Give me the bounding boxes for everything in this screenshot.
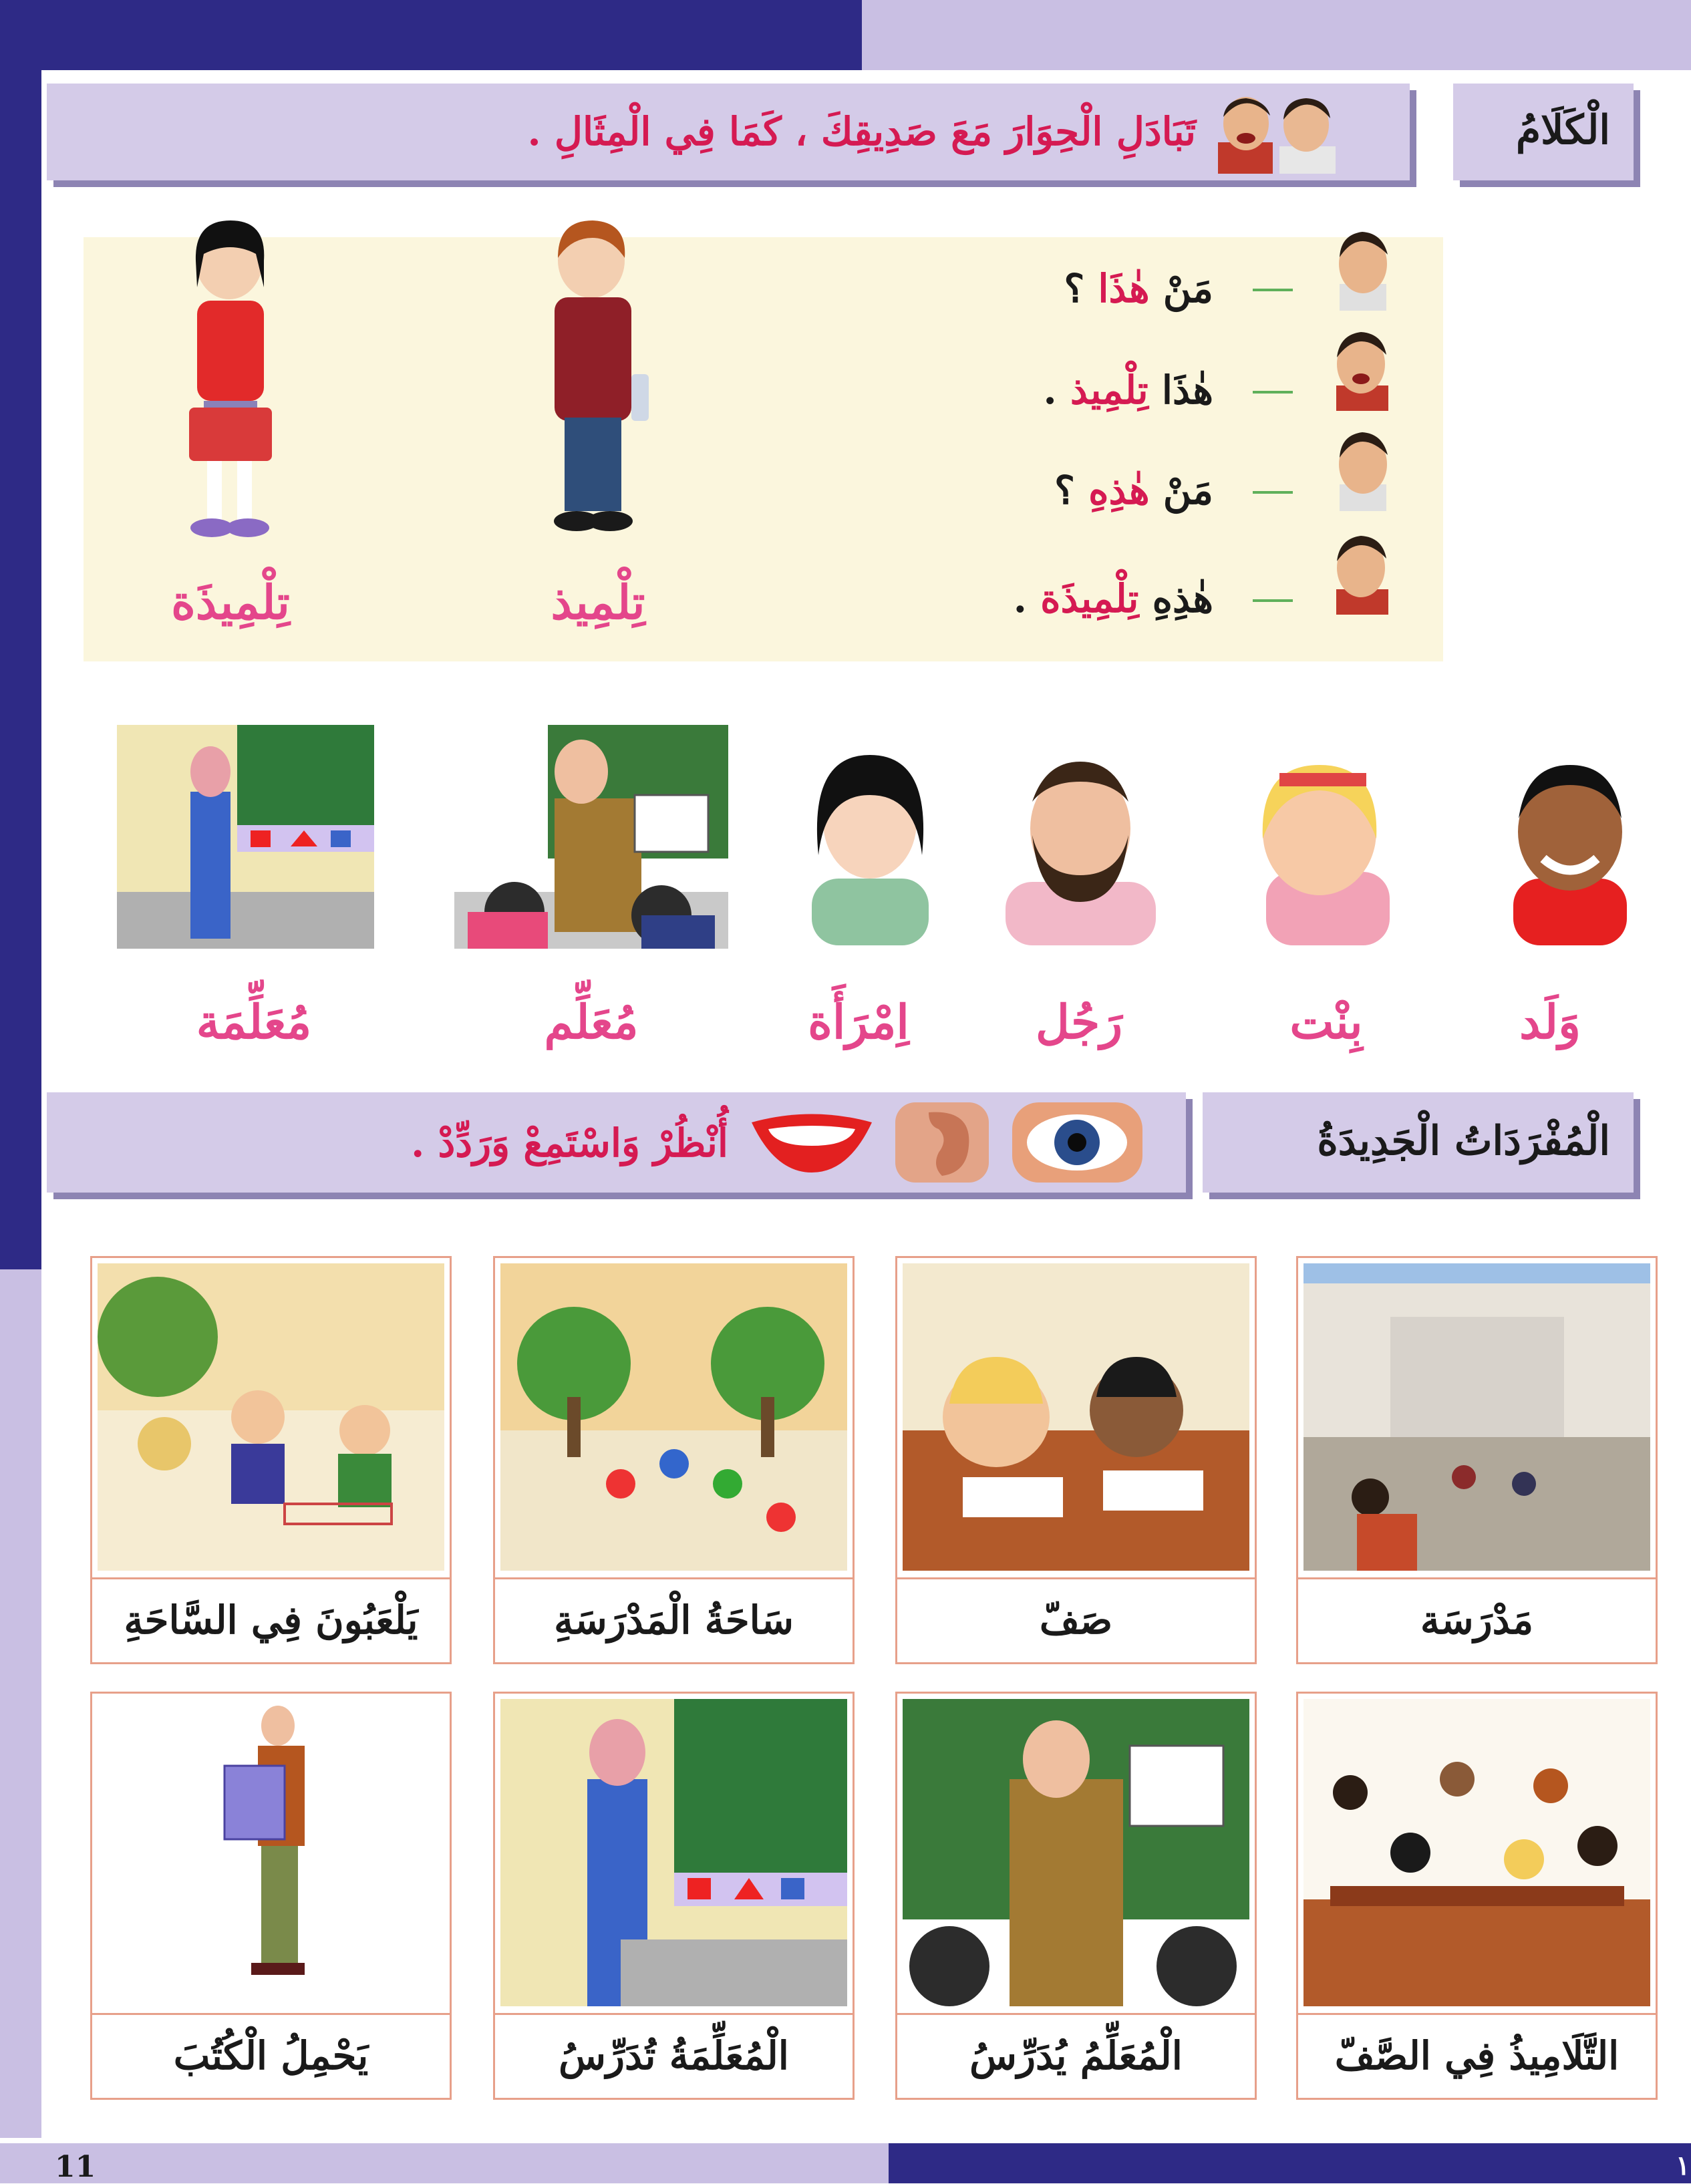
carries-books-image: [98, 1699, 444, 2006]
label-schoolboy: تِلْمِيذ: [551, 575, 645, 630]
top-band-lilac: [862, 0, 1691, 70]
vocab-card-teacher-teaches: [895, 1692, 1257, 2100]
playing-image: [98, 1263, 444, 1571]
female-teacher-teaches-image: [500, 1699, 847, 2006]
vocab-card-playing: [90, 1256, 452, 1664]
schoolgirl-figure: [170, 214, 291, 544]
boy-portrait-image: [1507, 745, 1634, 945]
card-divider: [495, 1577, 853, 1579]
schoolboy-figure: [531, 214, 658, 544]
word-female-teacher: مُعَلِّمَة: [196, 994, 312, 1050]
page-number-arabic: ١: [1676, 2150, 1690, 2181]
card-label: يَلْعَبُونَ فِي السَّاحَةِ: [124, 1597, 418, 1643]
girl-portrait-image: [1253, 738, 1403, 945]
dialogue-dash-1: [1253, 289, 1293, 291]
bottom-band-navy: [889, 2143, 1691, 2183]
students-in-class-image: [1303, 1699, 1650, 2006]
left-band-lilac: [0, 1269, 41, 2138]
mouth-icon: [748, 1109, 875, 1176]
left-band-navy: [0, 0, 41, 1269]
page-number: 11: [55, 2150, 96, 2184]
man-portrait-image: [999, 748, 1163, 945]
speaking-instruction: تَبَادَلِ الْحِوَارَ مَعَ صَدِيقِكَ ، كَمَا فِي الْمِثَالِ .: [527, 109, 1196, 154]
speaking-instruction-bar: [47, 84, 1410, 180]
word-boy: وَلَد: [1519, 994, 1581, 1050]
card-label: الْمُعَلِّمُ يُدَرِّسُ: [969, 2033, 1183, 2078]
card-divider: [92, 2013, 450, 2015]
speaking-title: الْكَلَامُ: [1515, 107, 1610, 154]
teacher-teaches-image: [903, 1699, 1249, 2006]
vocab-card-schoolyard: [493, 1256, 855, 1664]
boy-face-icon-2: [1326, 324, 1396, 411]
female-teacher-image: [117, 725, 374, 949]
dialogue-dash-2: [1253, 391, 1293, 394]
card-label: سَاحَةُ الْمَدْرَسَةِ: [554, 1597, 794, 1643]
talking-boys-icon: [1213, 90, 1340, 174]
word-male-teacher: مُعَلِّم: [544, 994, 639, 1050]
classroom-image: [903, 1263, 1249, 1571]
boy-face-icon-3: [1326, 424, 1396, 511]
boy-face-icon-1: [1326, 224, 1396, 311]
vocab-card-female-teacher-teaches: [493, 1692, 855, 2100]
bottom-band-lilac: [0, 2143, 889, 2183]
card-divider: [495, 2013, 853, 2015]
eye-icon: [1009, 1099, 1146, 1186]
vocab-title-bar: [1203, 1092, 1634, 1193]
ear-icon: [892, 1099, 992, 1186]
vocab-title: الْمُفْرَدَاتُ الْجَدِيدَةُ: [1317, 1118, 1610, 1164]
label-schoolgirl: تِلْمِيذَة: [171, 575, 290, 630]
dialogue-line-1: مَنْ هٰذَا ؟: [1064, 266, 1213, 311]
card-divider: [92, 1577, 450, 1579]
card-divider: [1298, 2013, 1656, 2015]
vocab-card-students-in-class: [1296, 1692, 1658, 2100]
speaking-title-bar: [1453, 84, 1634, 180]
male-teacher-image: [454, 725, 728, 949]
vocab-instruction: أُنْظُرْ وَاسْتَمِعْ وَرَدِّدْ .: [411, 1120, 728, 1166]
card-divider: [897, 2013, 1255, 2015]
card-label: الْمُعَلِّمَةُ تُدَرِّسُ: [559, 2033, 789, 2078]
dialogue-line-2: هٰذَا تِلْمِيذ .: [1043, 367, 1213, 413]
school-image: [1303, 1263, 1650, 1571]
woman-portrait-image: [802, 742, 939, 945]
vocab-instruction-bar: [47, 1092, 1186, 1193]
word-man: رَجُل: [1035, 994, 1123, 1050]
card-label: مَدْرَسَة: [1420, 1597, 1534, 1643]
card-divider: [897, 1577, 1255, 1579]
boy-face-icon-4: [1326, 528, 1396, 615]
schoolyard-image: [500, 1263, 847, 1571]
card-label: يَحْمِلُ الْكُتُبَ: [173, 2033, 369, 2078]
card-label: التَّلَامِيذُ فِي الصَّفّ: [1334, 2033, 1620, 2078]
card-label: صَفّ: [1039, 1597, 1113, 1643]
word-woman: اِمْرَأَة: [808, 994, 909, 1050]
vocab-card-classroom: [895, 1256, 1257, 1664]
vocab-card-carries-books: [90, 1692, 452, 2100]
word-girl: بِنْت: [1289, 994, 1363, 1050]
dialogue-line-4: هٰذِهِ تِلْمِيذَة .: [1013, 576, 1213, 621]
top-band-navy: [0, 0, 862, 70]
card-divider: [1298, 1577, 1656, 1579]
vocab-card-school: [1296, 1256, 1658, 1664]
dialogue-dash-3: [1253, 491, 1293, 494]
dialogue-line-3: مَنْ هٰذِهِ ؟: [1054, 468, 1213, 513]
dialogue-dash-4: [1253, 599, 1293, 602]
